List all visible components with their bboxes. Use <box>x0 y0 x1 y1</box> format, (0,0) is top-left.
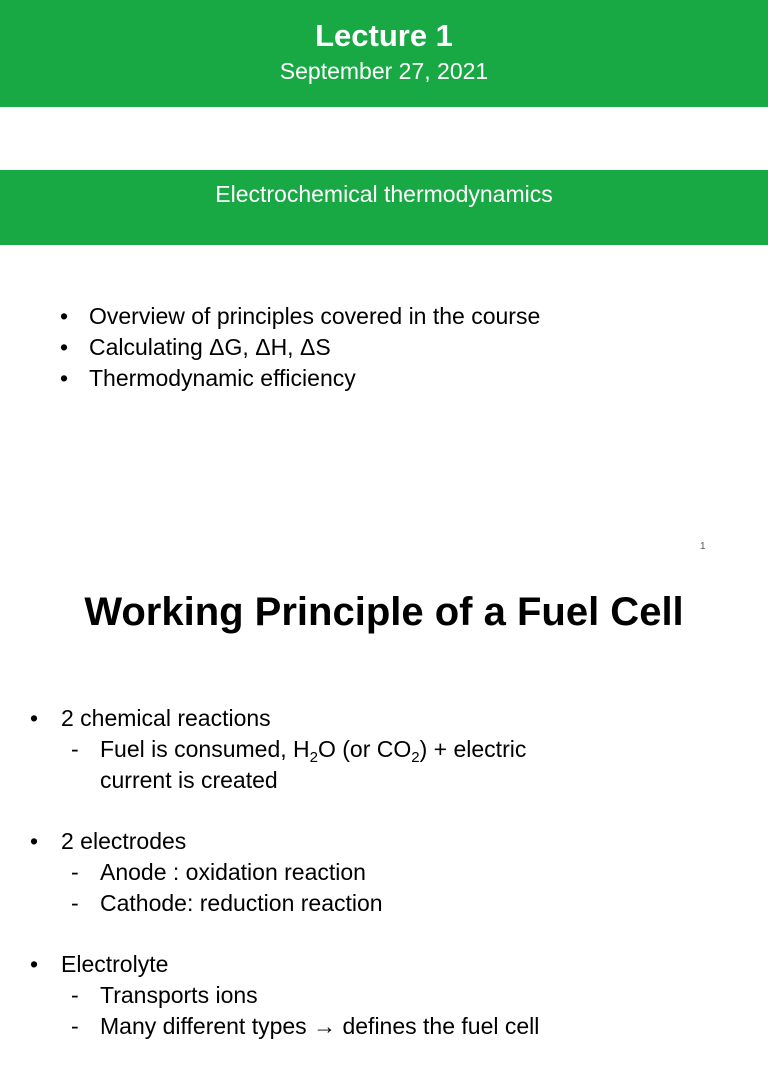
sub-item-text: Cathode: reduction reaction <box>100 890 383 916</box>
bullet-icon: • <box>60 334 69 360</box>
sub-item-text-c: ) + electric <box>419 736 527 762</box>
overview-item-text: Calculating ΔG, ΔH, ΔS <box>89 334 331 360</box>
subscript: 2 <box>309 749 318 766</box>
reactions-sublist <box>61 734 750 796</box>
dash-icon: - <box>71 890 79 916</box>
sub-item-text-b: O (or CO <box>317 736 412 762</box>
fuel-cell-list <box>30 703 750 1072</box>
sub-item <box>61 1011 750 1042</box>
topic-banner <box>0 170 768 245</box>
overview-item <box>60 363 540 394</box>
sub-item <box>61 734 750 796</box>
sub-item-text-a: Fuel is consumed, H <box>100 736 310 762</box>
subscript: 2 <box>411 749 420 766</box>
overview-list <box>60 301 540 394</box>
sub-item-text: Transports ions <box>100 982 258 1008</box>
lecture-title: Lecture 1 <box>315 18 453 53</box>
topic-title: Electrochemical thermodynamics <box>215 181 553 207</box>
sub-item-text: Anode : oxidation reaction <box>100 859 366 885</box>
overview-item <box>60 332 540 363</box>
section-electrodes <box>30 826 750 919</box>
section-title: 2 electrodes <box>61 828 187 854</box>
section-title: Electrolyte <box>61 951 169 977</box>
sub-item <box>61 857 750 888</box>
sub-item <box>61 888 750 919</box>
dash-icon: - <box>71 982 79 1008</box>
bullet-icon: • <box>60 303 69 329</box>
overview-item-text: Thermodynamic efficiency <box>89 365 356 391</box>
slide-heading: Working Principle of a Fuel Cell <box>84 590 684 634</box>
lecture-date: September 27, 2021 <box>279 58 489 84</box>
bullet-icon: • <box>30 705 39 731</box>
section-title: 2 chemical reactions <box>61 705 271 731</box>
title-banner <box>0 0 768 107</box>
sub-item <box>61 980 750 1011</box>
sub-item-line2: current is created <box>100 767 278 793</box>
bullet-icon: • <box>30 951 39 977</box>
section-electrolyte <box>30 949 750 1042</box>
dash-icon: - <box>71 1013 79 1039</box>
sub-item-text: Many different types → defines the fuel cell <box>100 1013 540 1039</box>
section-reactions <box>30 703 750 796</box>
bullet-icon: • <box>30 828 39 854</box>
overview-item <box>60 301 540 332</box>
electrolyte-sublist <box>61 980 750 1042</box>
page-number: 1 <box>700 541 706 552</box>
overview-item-text: Overview of principles covered in the course <box>89 303 541 329</box>
dash-icon: - <box>71 736 79 762</box>
dash-icon: - <box>71 859 79 885</box>
electrodes-sublist <box>61 857 750 919</box>
bullet-icon: • <box>60 365 69 391</box>
